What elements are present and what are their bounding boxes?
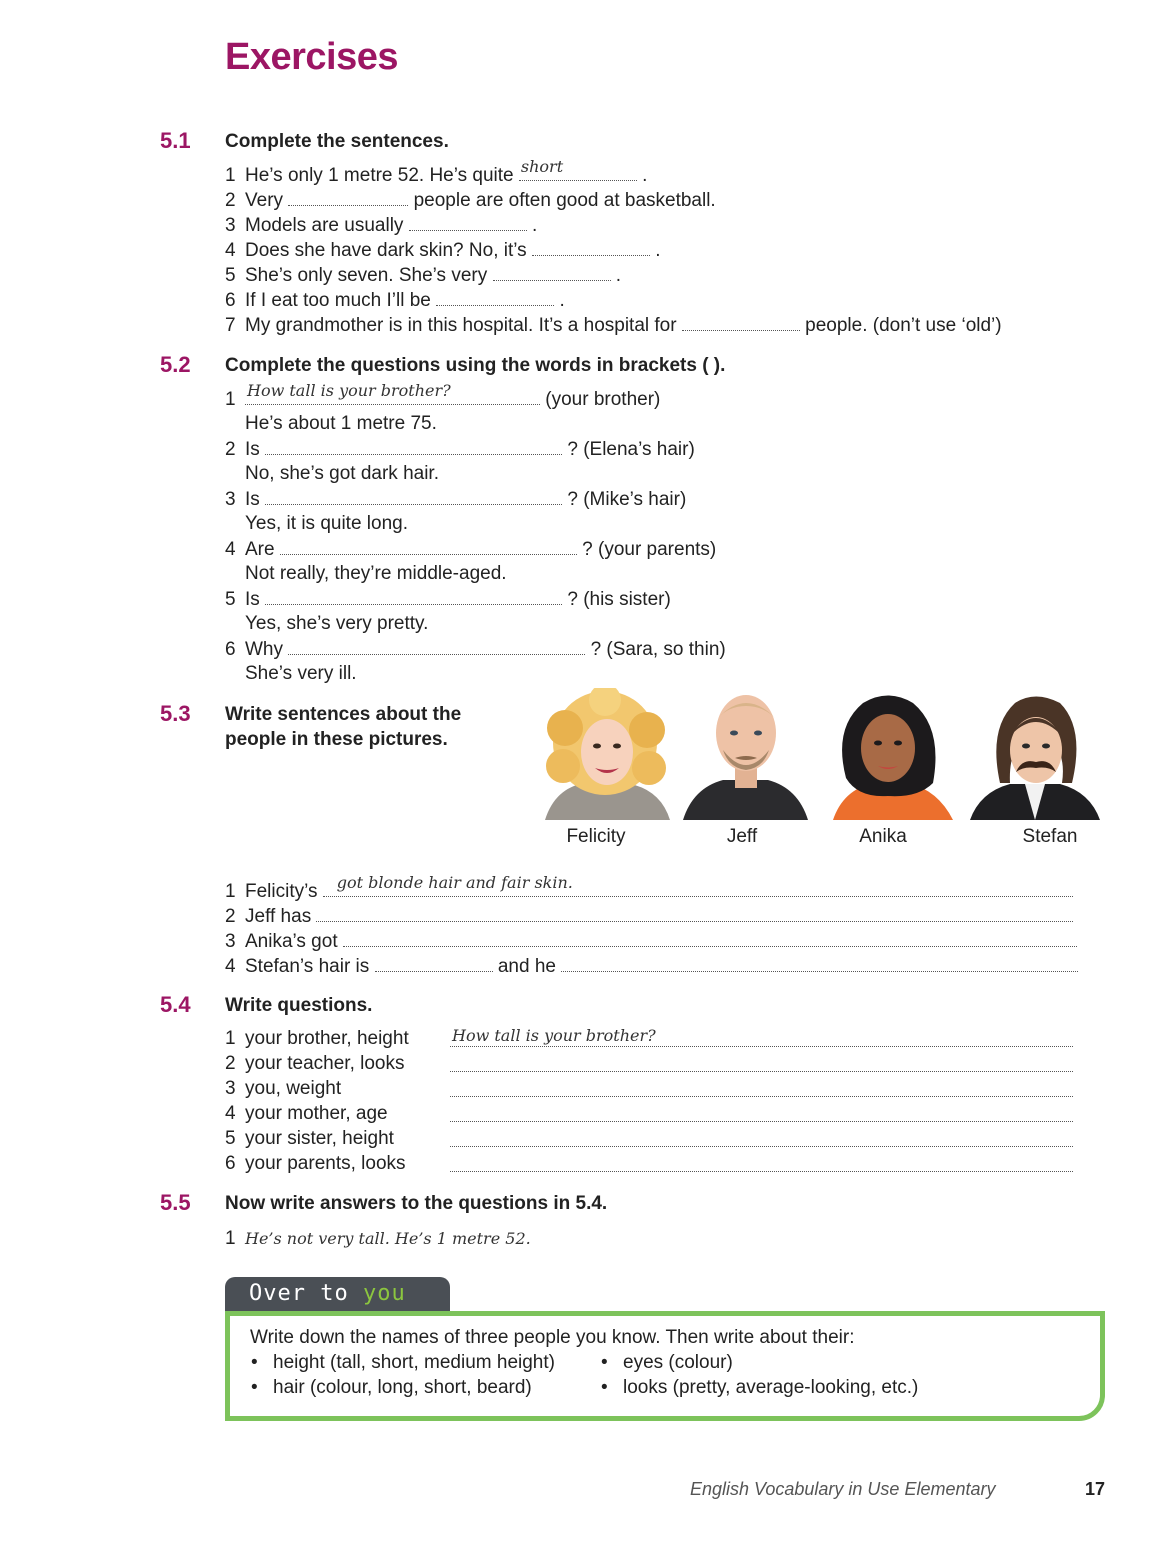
answer-blank[interactable]: How tall is your brother? — [450, 1028, 1073, 1047]
exercise-reply: He’s about 1 metre 75. — [245, 413, 437, 434]
answer-blank[interactable] — [375, 953, 493, 972]
exercise-item: 4 Are ? (your parents) — [225, 536, 716, 562]
exercise-reply: Yes, it is quite long. — [245, 513, 409, 534]
exercise-number: 5.5 — [160, 1190, 191, 1215]
over-to-you-intro: Write down the names of three people you know. Then write about their: — [250, 1327, 855, 1348]
bullet-item: • looks (pretty, average-looking, etc.) — [623, 1375, 918, 1400]
exercise-item: 2 Very people are often good at basketball. — [225, 187, 716, 213]
exercise-instruction: Write questions. — [225, 995, 373, 1016]
exercise-number: 5.3 — [160, 701, 191, 726]
footer-book-title: English Vocabulary in Use Elementary — [690, 1479, 996, 1499]
portrait-jeff — [683, 688, 808, 820]
answer-blank[interactable] — [265, 486, 562, 505]
answer-blank[interactable] — [450, 1078, 1073, 1097]
exercise-reply: Not really, they’re middle-aged. — [245, 563, 507, 584]
answer-blank[interactable] — [450, 1053, 1073, 1072]
answer-blank[interactable] — [450, 1103, 1073, 1122]
page-number: 17 — [1085, 1479, 1106, 1499]
answer-blank[interactable] — [409, 212, 527, 231]
exercise-instruction: Complete the questions using the words in brackets ( ). — [225, 355, 726, 376]
answer-blank[interactable]: How tall is your brother? — [245, 386, 540, 405]
exercise-item: 2 Jeff has — [225, 903, 1073, 929]
answer-blank[interactable] — [343, 928, 1077, 947]
exercise-number: 5.2 — [160, 352, 191, 377]
portrait-stefan — [970, 688, 1100, 820]
answer-blank[interactable] — [288, 636, 585, 655]
exercise-item: 1 He’s only 1 metre 52. He’s quite short . — [225, 157, 648, 186]
question-prompt: 6 your parents, looks — [225, 1153, 406, 1174]
person-name: Anika — [859, 826, 907, 847]
person-name: Felicity — [566, 826, 626, 847]
question-prompt: 1 your brother, height — [225, 1028, 409, 1049]
answer-blank[interactable] — [316, 903, 1073, 922]
answer-blank[interactable] — [280, 536, 577, 555]
exercise-reply: She’s very ill. — [245, 663, 357, 684]
answer-blank[interactable] — [450, 1153, 1073, 1172]
exercise-instruction: Now write answers to the questions in 5.4. — [225, 1193, 608, 1214]
exercise-item: 3 Anika’s got — [225, 928, 1077, 954]
exercise-item: 1 He’s not very tall. He’s 1 metre 52. — [225, 1228, 531, 1249]
exercise-number: 5.4 — [160, 992, 191, 1017]
person-name: Jeff — [726, 826, 758, 847]
person-name: Stefan — [1022, 826, 1078, 847]
exercise-item: 5 Is ? (his sister) — [225, 586, 671, 612]
exercise-item: 6 If I eat too much I’ll be . — [225, 287, 565, 313]
bullet-item: • hair (colour, long, short, beard) — [273, 1375, 532, 1400]
exercise-item: 7 My grandmother is in this hospital. It’s a hospital for people. (don’t use ‘old’) — [225, 312, 1002, 338]
answer-blank[interactable] — [561, 953, 1078, 972]
exercise-reply: Yes, she’s very pretty. — [245, 613, 429, 634]
exercise-instruction: Complete the sentences. — [225, 131, 449, 152]
answer-blank[interactable] — [532, 237, 650, 256]
question-prompt: 3 you, weight — [225, 1078, 342, 1099]
answer-blank[interactable]: short — [519, 162, 637, 181]
page-title: Exercises — [225, 36, 398, 78]
answer-blank[interactable] — [682, 312, 800, 331]
exercise-item: 3 Models are usually . — [225, 212, 537, 238]
answer-blank[interactable] — [436, 287, 554, 306]
answer-blank[interactable] — [450, 1128, 1073, 1147]
exercise-item: 1 Felicity’s got blonde hair and fair skin. — [225, 878, 1073, 904]
bullet-item: • height (tall, short, medium height) — [273, 1350, 555, 1375]
exercise-item: 5 She’s only seven. She’s very . — [225, 262, 621, 288]
exercise-item: 1 How tall is your brother? (your brother) — [225, 381, 661, 410]
answer-blank[interactable] — [265, 586, 562, 605]
exercise-item: 4 Stefan’s hair is and he — [225, 953, 1078, 979]
question-prompt: 5 your sister, height — [225, 1128, 394, 1149]
answer-blank[interactable] — [265, 436, 562, 455]
question-prompt: 4 your mother, age — [225, 1103, 388, 1124]
exercise-item: 2 Is ? (Elena’s hair) — [225, 436, 695, 462]
answer-blank[interactable] — [288, 187, 408, 206]
exercise-item: 3 Is ? (Mike’s hair) — [225, 486, 686, 512]
over-to-you-tab: Over to you — [225, 1277, 450, 1311]
portrait-felicity — [535, 688, 675, 820]
question-prompt: 2 your teacher, looks — [225, 1053, 405, 1074]
exercise-item: 4 Does she have dark skin? No, it’s . — [225, 237, 660, 263]
exercise-number: 5.1 — [160, 128, 191, 153]
portrait-anika — [818, 688, 958, 820]
bullet-item: • eyes (colour) — [623, 1350, 733, 1375]
answer-blank[interactable] — [493, 262, 611, 281]
answer-blank[interactable]: got blonde hair and fair skin. — [323, 878, 1073, 897]
exercise-instruction: Write sentences about the people in these pictures. — [225, 704, 462, 750]
exercise-item: 6 Why ? (Sara, so thin) — [225, 636, 726, 662]
exercise-reply: No, she’s got dark hair. — [245, 463, 439, 484]
